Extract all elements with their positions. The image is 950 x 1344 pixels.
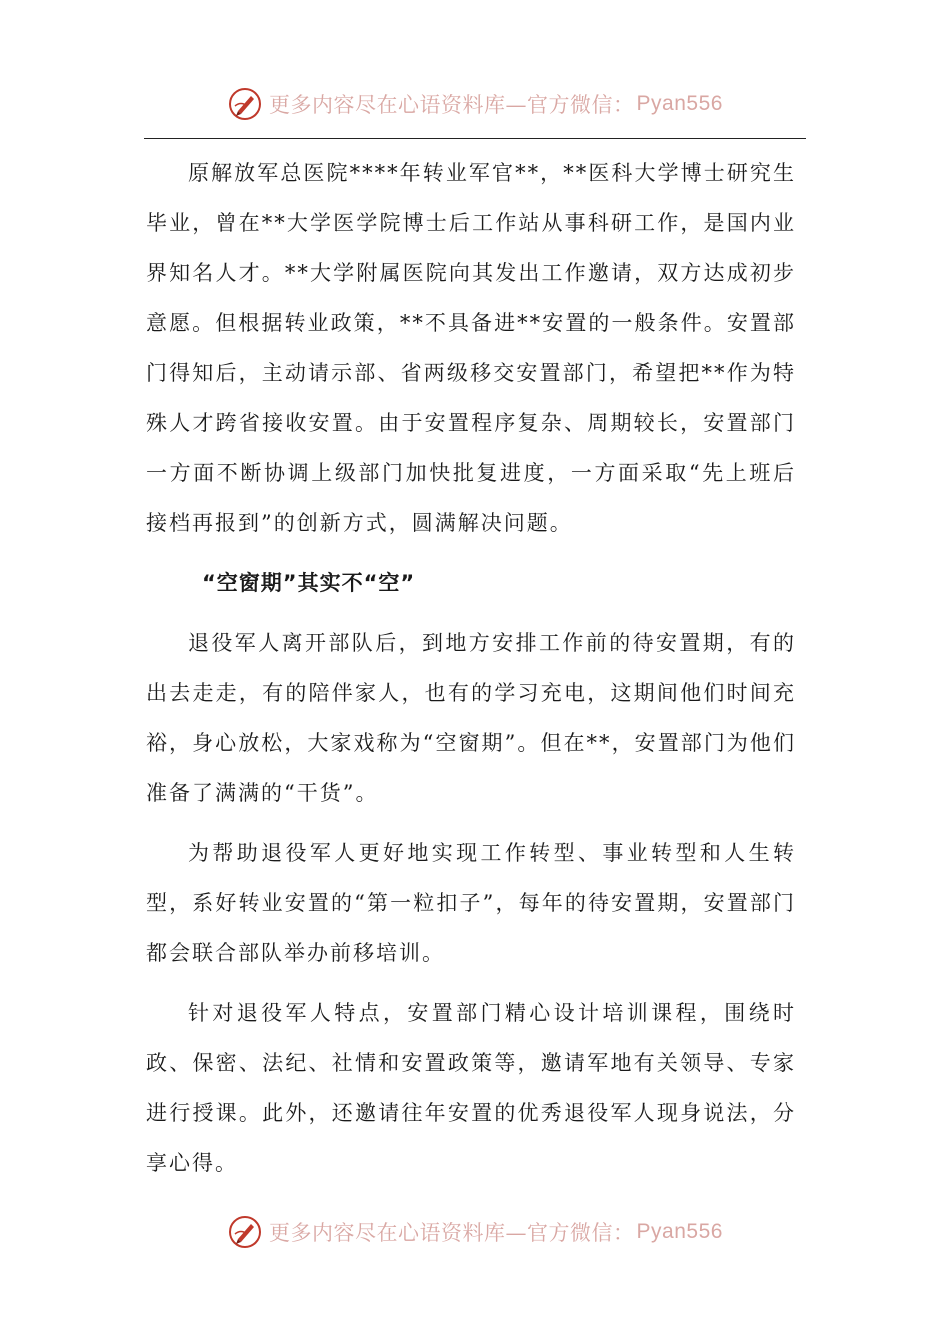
paragraph: 原解放军总医院****年转业军官**，**医科大学博士研究生毕业，曾在**大学医学院博士后工作站从事科研工作，是国内业界知名人才。**大学附属医院向其发出工作邀请，双方达成初步意愿。但根据转业政策，**不具备进**安置的一般条件。安置部门得知后，主动请示部、省两级移交安置部门，希望把**作为特殊人才跨省接收安置。由于安置程序复杂、周期较长，安置部门一方面不断协调上级部门加快批复进度，一方面采取“先上班后接档再报到”的创新方式，圆满解决问题。 [146, 161, 796, 535]
pen-logo-icon [227, 1214, 263, 1250]
paragraph: 为帮助退役军人更好地实现工作转型、事业转型和人生转型，系好转业安置的“第一粒扣子”，每年的待安置期，安置部门都会联合部队举办前移培训。 [146, 841, 796, 965]
header-divider [144, 138, 806, 139]
footer-watermark [0, 1210, 950, 1254]
watermark-text: 更多内容尽在心语资料库—官方微信： [269, 93, 635, 117]
watermark-text: 更多内容尽在心语资料库—官方微信： [269, 1221, 635, 1245]
watermark-wechat-id: Pyan556 [636, 92, 723, 115]
section-heading: “空窗期”其实不“空” [202, 571, 416, 595]
document-body [146, 148, 796, 1188]
pen-logo-icon [227, 86, 263, 122]
watermark-wechat-id: Pyan556 [636, 1220, 723, 1243]
paragraph: 针对退役军人特点，安置部门精心设计培训课程，围绕时政、保密、法纪、社情和安置政策等，邀请军地有关领导、专家进行授课。此外，还邀请往年安置的优秀退役军人现身说法，分享心得。 [146, 1001, 796, 1175]
header-watermark [0, 82, 950, 126]
paragraph: 退役军人离开部队后，到地方安排工作前的待安置期，有的出去走走，有的陪伴家人，也有的学习充电，这期间他们时间充裕，身心放松，大家戏称为“空窗期”。但在**，安置部门为他们准备了满满的“干货”。 [146, 631, 796, 805]
